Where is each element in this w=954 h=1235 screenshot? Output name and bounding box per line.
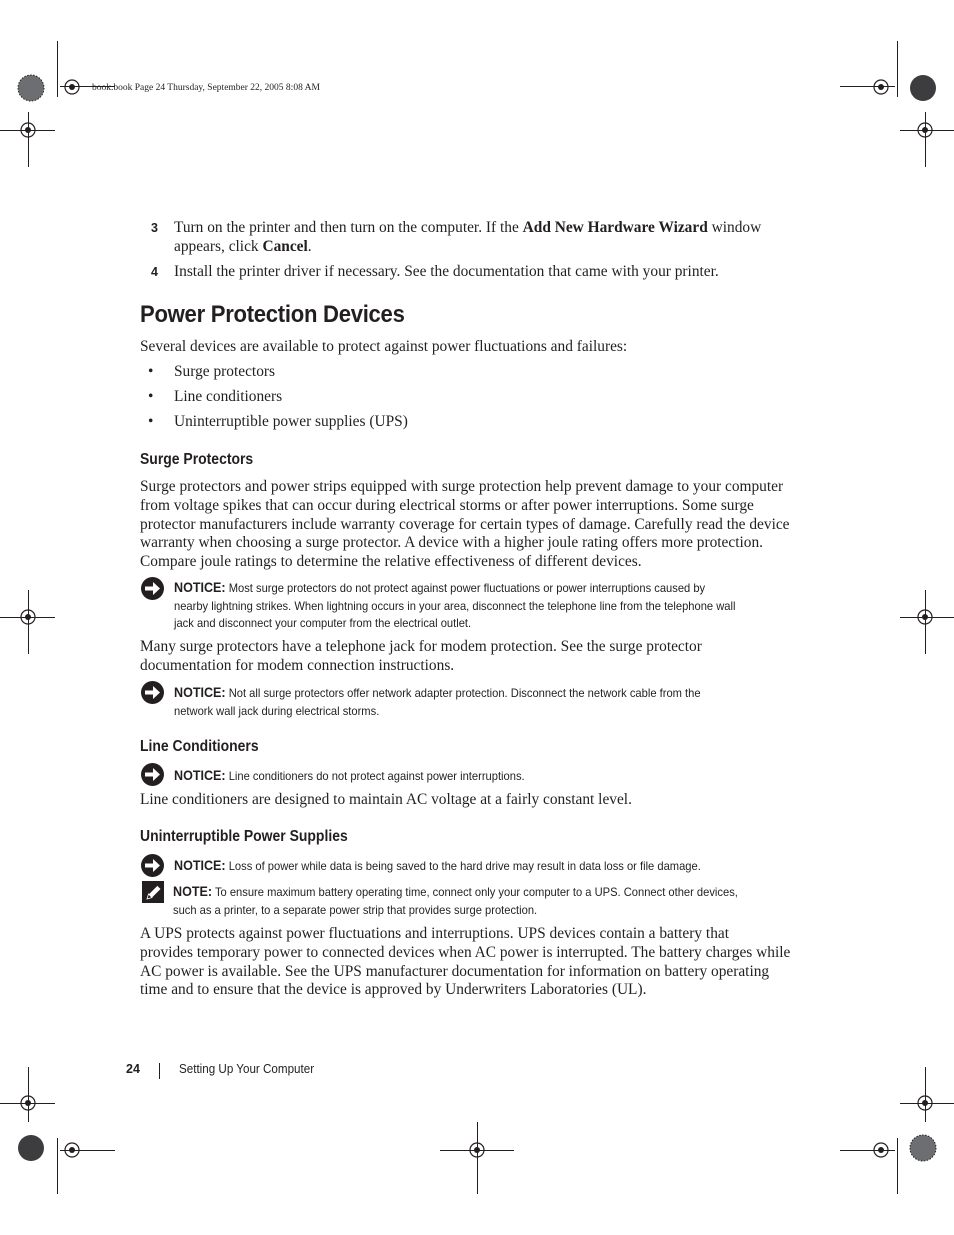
- text-line: A UPS protects against power fluctuations and interruptions. UPS devices contain a battery that: [140, 925, 729, 942]
- step-3-text-part: appears, click: [174, 237, 263, 255]
- page-number: 24: [126, 1062, 140, 1076]
- section-heading-surge: Surge Protectors: [140, 451, 254, 468]
- step-3-text-part: Turn on the printer and then turn on the computer. If the: [174, 219, 523, 236]
- note-text: To ensure maximum battery operating time, connect only your computer to a UPS. Connect other devices,: [212, 885, 738, 899]
- notice-icon: [141, 854, 164, 877]
- notice-surge-network: [174, 684, 779, 720]
- text-line: provides temporary power to connected devices when AC power is interrupted. The battery charges while: [140, 943, 791, 961]
- notice-text: Not all surge protectors offer network adapter protection. Disconnect the network cable from the: [225, 686, 701, 700]
- section-heading-line-conditioners: Line Conditioners: [140, 738, 259, 755]
- step-3-text-part: .: [307, 237, 312, 255]
- intro-paragraph: Several devices are available to protect against power fluctuations and failures:: [140, 338, 628, 355]
- notice-ups-data-loss: [174, 857, 779, 876]
- text-line: Surge protectors and power strips equipped with surge protection help prevent damage to your computer: [140, 478, 784, 495]
- footer-section-title: Setting Up Your Computer: [179, 1062, 315, 1076]
- notice-text: Most surge protectors do not protect against power fluctuations or power interruptions caused by: [225, 581, 706, 595]
- notice-label: NOTICE:: [174, 580, 226, 595]
- notice-label: NOTICE:: [174, 768, 226, 783]
- notice-label: NOTICE:: [174, 858, 226, 873]
- notice-icon: [141, 763, 164, 786]
- cancel-label: Cancel: [262, 237, 308, 255]
- line-conditioners-paragraph: Line conditioners are designed to maintain AC voltage at a fairly constant level.: [140, 791, 632, 808]
- ups-paragraph: [140, 925, 830, 1000]
- step-3-text-part: window: [707, 219, 762, 236]
- text-line: from voltage spikes that can occur during electrical storms or after power interruptions. Some surge: [140, 496, 754, 514]
- bullet-mark: •: [148, 363, 154, 380]
- section-heading-ups: Uninterruptible Power Supplies: [140, 828, 348, 845]
- notice-text: jack and disconnect your computer from the electrical outlet.: [174, 616, 472, 630]
- surge-modem-paragraph: [140, 638, 830, 676]
- text-line: warranty when choosing a surge protector. A device with a higher joule rating offers more protection.: [140, 534, 763, 552]
- notice-text: Line conditioners do not protect against power interruptions.: [225, 769, 525, 783]
- notice-label: NOTICE:: [174, 685, 226, 700]
- notice-icon: [141, 681, 164, 704]
- notice-icon: [141, 577, 164, 600]
- text-line: time and to ensure that the device is approved by Underwriters Laboratories (UL).: [140, 981, 647, 999]
- step-3-number: 3: [151, 221, 158, 235]
- note-label: NOTE:: [173, 884, 213, 899]
- bullet-mark: •: [148, 388, 154, 405]
- step-3-text: [174, 219, 834, 257]
- bullet-item: Line conditioners: [174, 388, 283, 405]
- page-title: Power Protection Devices: [140, 301, 405, 328]
- step-4-number: 4: [151, 265, 158, 279]
- notice-surge-lightning: [174, 579, 779, 633]
- notice-line-conditioners: [174, 767, 779, 786]
- notice-text: Loss of power while data is being saved to the hard drive may result in data loss or file damage.: [225, 859, 701, 873]
- note-text: such as a printer, to a separate power strip that provides surge protection.: [173, 902, 538, 917]
- text-line: protector manufacturers include warranty coverage for certain types of damage. Carefully read the device: [140, 515, 790, 533]
- text-line: Compare joule ratings to determine the relative effectiveness of different devices.: [140, 553, 642, 571]
- surge-paragraph: [140, 478, 830, 572]
- text-line: AC power is available. See the UPS manufacturer documentation for information on battery operating: [140, 962, 770, 980]
- notice-text: network wall jack during electrical storms.: [174, 703, 380, 718]
- bullet-item: Surge protectors: [174, 363, 276, 380]
- note-ups-battery: [173, 883, 778, 919]
- footer-divider: [159, 1063, 160, 1079]
- text-line: documentation for modem connection instructions.: [140, 656, 455, 674]
- text-line: Many surge protectors have a telephone jack for modem protection. See the surge protector: [140, 638, 702, 655]
- bullet-item: Uninterruptible power supplies (UPS): [174, 413, 408, 430]
- print-slug: book.book Page 24 Thursday, September 22, 2005 8:08 AM: [92, 83, 320, 93]
- notice-text: nearby lightning strikes. When lightning occurs in your area, disconnect the telephone line from the telephone wall: [174, 598, 736, 613]
- bullet-mark: •: [148, 413, 154, 430]
- note-pencil-icon: [142, 881, 164, 903]
- step-4-text: Install the printer driver if necessary. See the documentation that came with your printer.: [174, 263, 719, 280]
- add-hardware-wizard-label: Add New Hardware Wizard: [522, 219, 708, 236]
